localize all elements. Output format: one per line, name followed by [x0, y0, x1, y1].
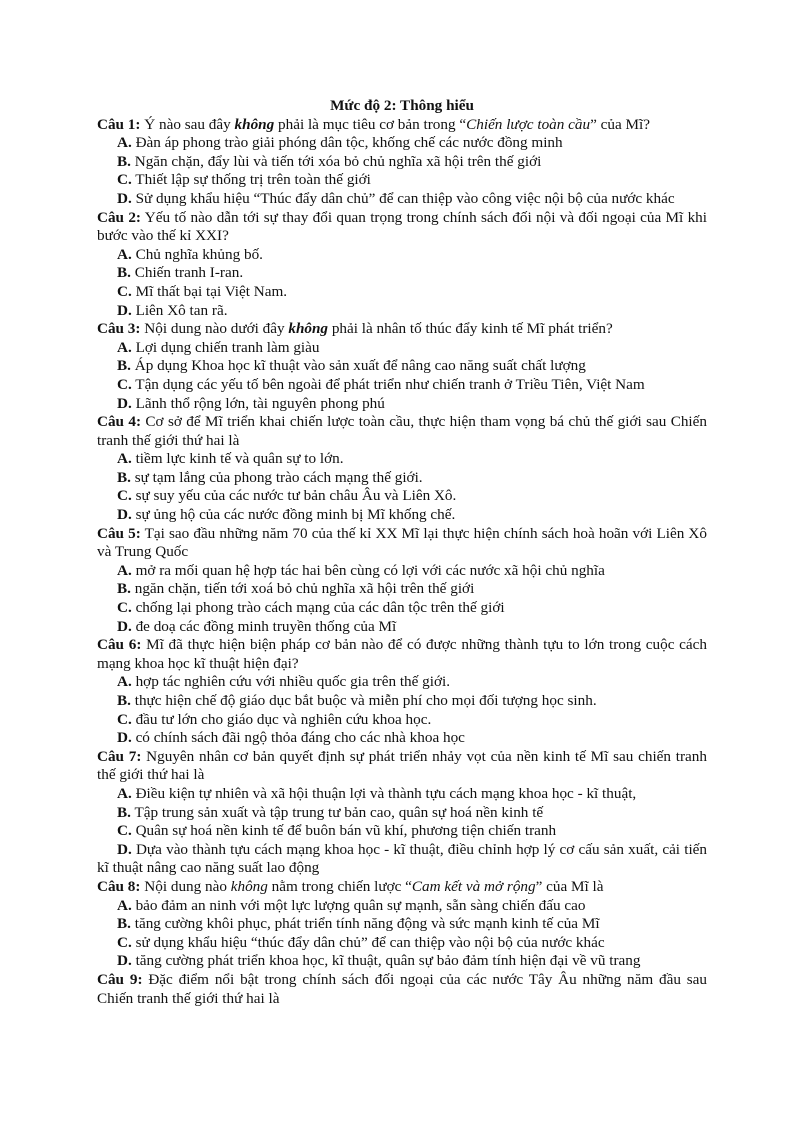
- option-letter: B.: [117, 915, 131, 933]
- question-stem: [97, 636, 707, 673]
- question-emphasis: Chiến lược toàn cầu: [466, 115, 591, 133]
- answer-option: [97, 450, 707, 469]
- option-letter: D.: [117, 394, 132, 412]
- answer-option: [97, 562, 707, 581]
- option-letter: B.: [117, 264, 131, 282]
- option-text: Chủ nghĩa khủng bố.: [131, 245, 263, 263]
- answer-option: [97, 487, 707, 506]
- option-letter: D.: [117, 301, 132, 319]
- question-number: Câu 9:: [97, 970, 143, 988]
- option-text: Dựa vào thành tựu cách mạng khoa học - kĩ thuật, điều chỉnh hợp lý cơ cấu sản xuất, cải tiến kĩ thuật nâng cao năng suất lao động: [97, 840, 707, 877]
- option-letter: C.: [117, 933, 132, 951]
- option-letter: C.: [117, 375, 132, 393]
- option-text: Quân sự hoá nền kinh tế để buôn bán vũ khí, phương tiện chiến tranh: [131, 822, 557, 840]
- question-block: [97, 413, 707, 525]
- option-letter: A.: [117, 134, 132, 152]
- question-list: [97, 116, 707, 1009]
- question-block: [97, 209, 707, 321]
- option-text: sử dụng khẩu hiệu “thúc đẩy dân chủ” để can thiệp vào nội bộ của nước khác: [131, 933, 605, 951]
- question-text: Yếu tố nào dẫn tới sự thay đổi quan trọng trong chính sách đối nội và đối ngoại của Mĩ khi bước vào thế kỉ XXI?: [97, 208, 707, 245]
- question-block: [97, 116, 707, 209]
- option-letter: C.: [117, 599, 132, 617]
- option-text: tăng cường phát triển khoa học, kĩ thuật, quân sự bảo đảm tính hiện đại về vũ trang: [131, 952, 641, 970]
- answer-option: [97, 376, 707, 395]
- question-emphasis: không: [230, 877, 268, 895]
- question-emphasis: Cam kết và mở rộng: [411, 877, 536, 895]
- answer-option: [97, 283, 707, 302]
- answer-option: [97, 339, 707, 358]
- option-letter: B.: [117, 692, 131, 709]
- question-text: phải là nhân tố thúc đẩy kinh tế Mĩ phát triển?: [328, 320, 613, 338]
- answer-option: [97, 599, 707, 618]
- option-text: có chính sách đãi ngộ thỏa đáng cho các nhà khoa học: [131, 729, 465, 747]
- answer-option: [97, 934, 707, 953]
- option-text: thực hiện chế độ giáo dục bắt buộc và miễn phí cho mọi đối tượng học sinh.: [130, 692, 597, 709]
- question-stem: [97, 116, 707, 135]
- answer-option: [97, 673, 707, 692]
- option-text: hợp tác nghiên cứu với nhiều quốc gia trên thế giới.: [131, 673, 451, 691]
- question-stem: [97, 320, 707, 339]
- option-text: Sử dụng khẩu hiệu “Thúc đẩy dân chủ” để can thiệp vào công việc nội bộ của nước khác: [131, 189, 675, 207]
- question-number: Câu 2:: [97, 208, 141, 226]
- option-text: sự suy yếu của các nước tư bản châu Âu và Liên Xô.: [131, 487, 457, 505]
- answer-option: [97, 618, 707, 637]
- option-letter: D.: [117, 506, 132, 524]
- question-block: [97, 636, 707, 748]
- question-number: Câu 5:: [97, 524, 141, 542]
- question-stem: [97, 525, 707, 562]
- option-text: tăng cường khôi phục, phát triển tính năng động và sức mạnh kinh tế của Mĩ: [130, 915, 600, 933]
- answer-option: [97, 190, 707, 209]
- question-text: phải là mục tiêu cơ bản trong “: [274, 115, 467, 133]
- option-text: bảo đảm an ninh với một lực lượng quân sự mạnh, sẵn sàng chiến đấu cao: [131, 896, 586, 914]
- answer-option: [97, 897, 707, 916]
- question-text: Nội dung nào: [140, 877, 231, 895]
- answer-option: [97, 785, 707, 804]
- question-text: Mĩ đã thực hiện biện pháp cơ bản nào để có được những thành tựu to lớn trong cuộc cách mạng khoa học kĩ thuật hiện đại?: [97, 636, 707, 672]
- question-emphasis: [235, 116, 275, 133]
- option-text: đầu tư lớn cho giáo dục và nghiên cứu khoa học.: [131, 710, 432, 728]
- option-letter: B.: [117, 357, 131, 375]
- option-text: tiềm lực kinh tế và quân sự to lớn.: [131, 450, 344, 468]
- option-letter: D.: [117, 729, 132, 747]
- answer-option: [97, 692, 707, 711]
- option-letter: D.: [117, 840, 132, 858]
- question-text: Cơ sở để Mĩ triển khai chiến lược toàn cầu, thực hiện tham vọng bá chủ thế giới sau Chiến tranh thế giới thứ hai là: [97, 413, 707, 449]
- option-text: Chiến tranh I-ran.: [130, 264, 244, 282]
- option-letter: B.: [117, 803, 131, 821]
- option-text: chống lại phong trào cách mạng của các dân tộc trên thế giới: [131, 599, 505, 617]
- answer-option: [97, 711, 707, 730]
- question-block: [97, 878, 707, 971]
- option-letter: A.: [117, 561, 132, 579]
- answer-option: [97, 395, 707, 414]
- answer-option: [97, 469, 707, 488]
- option-letter: C.: [117, 710, 132, 728]
- question-emphasis-text: không: [288, 320, 329, 338]
- option-text: Áp dụng Khoa học kĩ thuật vào sản xuất để nâng cao năng suất chất lượng: [130, 357, 586, 375]
- option-text: Lãnh thổ rộng lớn, tài nguyên phong phú: [131, 394, 385, 412]
- option-letter: B.: [117, 152, 131, 170]
- question-block: [97, 320, 707, 413]
- option-text: sự ủng hộ của các nước đồng minh bị Mĩ khống chế.: [131, 506, 456, 524]
- answer-option: [97, 580, 707, 599]
- question-stem: [97, 878, 707, 897]
- option-text: Thiết lập sự thống trị trên toàn thế giới: [131, 171, 371, 189]
- answer-option: [97, 952, 707, 971]
- option-text: Lợi dụng chiến tranh làm giàu: [131, 338, 320, 356]
- option-text: Ngăn chặn, đẩy lùi và tiến tới xóa bỏ chủ nghĩa xã hội trên thế giới: [130, 152, 542, 170]
- question-number: Câu 4:: [97, 413, 142, 431]
- option-letter: A.: [117, 245, 132, 263]
- answer-option: [97, 134, 707, 153]
- section-heading: Mức độ 2: Thông hiểu: [330, 97, 474, 114]
- question-text: Nội dung nào dưới đây: [140, 320, 289, 338]
- question-stem: [97, 971, 707, 1008]
- question-emphasis-text: không: [234, 115, 275, 133]
- option-letter: A.: [117, 784, 132, 802]
- option-text: Tập trung sản xuất và tập trung tư bản cao, quân sự hoá nền kinh tế: [130, 803, 544, 821]
- answer-option: [97, 822, 707, 841]
- question-number: Câu 7:: [97, 747, 142, 765]
- question-text: Tại sao đầu những năm 70 của thế kỉ XX Mĩ lại thực hiện chính sách hoà hoãn với Liên Xô và Trung Quốc: [97, 524, 707, 561]
- question-text: nằm trong chiến lược “: [267, 877, 412, 895]
- question-number: Câu 1:: [97, 115, 141, 133]
- question-block: [97, 971, 707, 1008]
- answer-option: [97, 357, 707, 376]
- answer-option: [97, 841, 707, 878]
- option-text: Điều kiện tự nhiên và xã hội thuận lợi và thành tựu cách mạng khoa học - kĩ thuật,: [131, 784, 637, 802]
- option-text: Tận dụng các yếu tố bên ngoài để phát triển như chiến tranh ở Triều Tiên, Việt Nam: [131, 375, 645, 393]
- option-letter: A.: [117, 896, 132, 914]
- question-stem: [97, 748, 707, 785]
- question-block: [97, 525, 707, 637]
- option-letter: A.: [117, 673, 132, 691]
- option-letter: C.: [117, 171, 132, 189]
- option-letter: D.: [117, 189, 132, 207]
- option-text: Đàn áp phong trào giải phóng dân tộc, khống chế các nước đồng minh: [131, 134, 563, 152]
- question-text: Đặc điểm nổi bật trong chính sách đối ngoại của các nước Tây Âu những năm đầu sau Chiến tranh thế giới thứ hai là: [97, 970, 707, 1007]
- answer-option: [97, 729, 707, 748]
- option-letter: C.: [117, 822, 132, 840]
- question-stem: [97, 209, 707, 246]
- option-text: mở ra mối quan hệ hợp tác hai bên cùng có lợi với các nước xã hội chủ nghĩa: [131, 561, 605, 579]
- question-number: Câu 6:: [97, 636, 142, 654]
- option-text: Mĩ thất bại tại Việt Nam.: [131, 282, 288, 300]
- answer-option: [97, 264, 707, 283]
- question-block: [97, 748, 707, 878]
- option-letter: D.: [117, 952, 132, 970]
- option-text: đe doạ các đồng minh truyền thống của Mĩ: [131, 617, 397, 635]
- question-text: ” của Mĩ là: [535, 877, 604, 895]
- answer-option: [97, 804, 707, 823]
- option-letter: A.: [117, 450, 132, 468]
- option-letter: C.: [117, 282, 132, 300]
- option-letter: B.: [117, 468, 131, 486]
- question-emphasis: [288, 320, 328, 337]
- document-page: [97, 97, 707, 1008]
- answer-option: [97, 171, 707, 190]
- option-letter: B.: [117, 580, 131, 598]
- option-text: Liên Xô tan rã.: [131, 301, 228, 319]
- option-letter: A.: [117, 338, 132, 356]
- answer-option: [97, 246, 707, 265]
- answer-option: [97, 915, 707, 934]
- option-letter: D.: [117, 617, 132, 635]
- option-text: sự tạm lắng của phong trào cách mạng thế giới.: [130, 468, 423, 486]
- option-text: ngăn chặn, tiến tới xoá bỏ chủ nghĩa xã hội trên thế giới: [130, 580, 475, 598]
- question-stem: [97, 413, 707, 450]
- question-text: Nguyên nhân cơ bản quyết định sự phát triển nhảy vọt của nền kinh tế Mĩ sau chiến tranh thế giới thứ hai là: [97, 747, 707, 784]
- question-number: Câu 8:: [97, 877, 141, 895]
- answer-option: [97, 506, 707, 525]
- answer-option: [97, 302, 707, 321]
- option-letter: C.: [117, 487, 132, 505]
- answer-option: [97, 153, 707, 172]
- question-text: Ý nào sau đây: [140, 115, 235, 133]
- question-text: ” của Mĩ?: [590, 115, 650, 133]
- question-number: Câu 3:: [97, 320, 141, 338]
